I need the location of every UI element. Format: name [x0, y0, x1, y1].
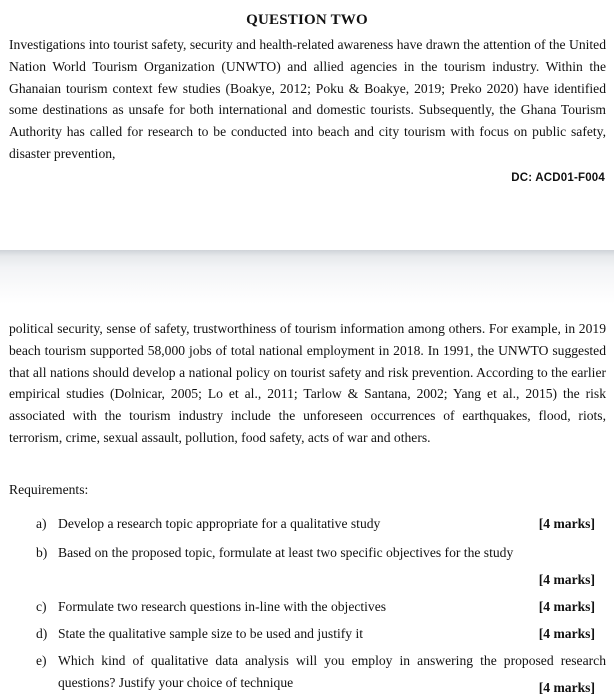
requirement-marks: [4 marks]	[538, 572, 595, 587]
requirement-text: Formulate two research questions in-line with the objectives	[58, 599, 387, 614]
requirement-marks: [4 marks]	[538, 516, 595, 531]
requirement-text: Develop a research topic appropriate for a qualitative study	[58, 516, 381, 531]
requirement-item-a	[36, 513, 606, 535]
requirement-text: Based on the proposed topic, formulate at least two specific objectives for the study	[58, 545, 514, 560]
requirement-marks: [4 marks]	[538, 680, 595, 695]
requirement-marks: [4 marks]	[538, 599, 595, 614]
continued-paragraph: political security, sense of safety, trustworthiness of tourism information among others. For example, in 2019 beach tourism supported 58,000 jobs of total national employment in 2018. In 1991, the UNWTO suggested that all nations should develop a national policy on tourist safety and risk prevention. According to the earlier empirical studies (Dolnicar, 2005; Lo et al., 2011; Tarlow & Santana, 2002; Yang et al., 2015) the risk associated with the tourism industry include the unforeseen occurrences of earthquakes, flood, riots, terrorism, crime, sexual assault, pollution, food safety, acts of war and others.	[9, 321, 606, 445]
requirement-letter: c)	[36, 599, 47, 614]
requirement-letter: b)	[36, 545, 48, 560]
intro-paragraph: Investigations into tourist safety, security and health-related awareness have drawn the attention of the United Nation World Tourism Organization (UNWTO) and allied agencies in the tourism industry. Within the Ghanaian tourism context few studies (Boakye, 2012; Poku & Boakye, 2019; Preko 2020) have identified some destinations as unsafe for both international and domestic tourists. Subsequently, the Ghana Tourism Authority has called for research to be conducted into beach and city tourism with focus on public safety, disaster prevention,	[9, 37, 606, 161]
requirement-letter: a)	[36, 516, 47, 531]
requirement-item-e	[36, 650, 606, 694]
requirement-letter: d)	[36, 626, 48, 641]
requirement-marks: [4 marks]	[538, 626, 595, 641]
question-title: QUESTION TWO	[246, 12, 368, 28]
requirement-item-c	[36, 596, 606, 618]
requirement-item-b	[36, 542, 606, 586]
requirement-letter: e)	[36, 653, 47, 668]
document-code: DC: ACD01-F004	[511, 172, 605, 184]
requirement-text: State the qualitative sample size to be used and justify it	[58, 626, 364, 641]
requirement-item-d	[36, 623, 606, 645]
requirements-label: Requirements:	[9, 482, 89, 497]
requirement-text: Which kind of qualitative data analysis will you employ in answering the proposed research questions? Justify your choice of technique	[58, 653, 606, 690]
page-break-divider	[0, 250, 614, 304]
